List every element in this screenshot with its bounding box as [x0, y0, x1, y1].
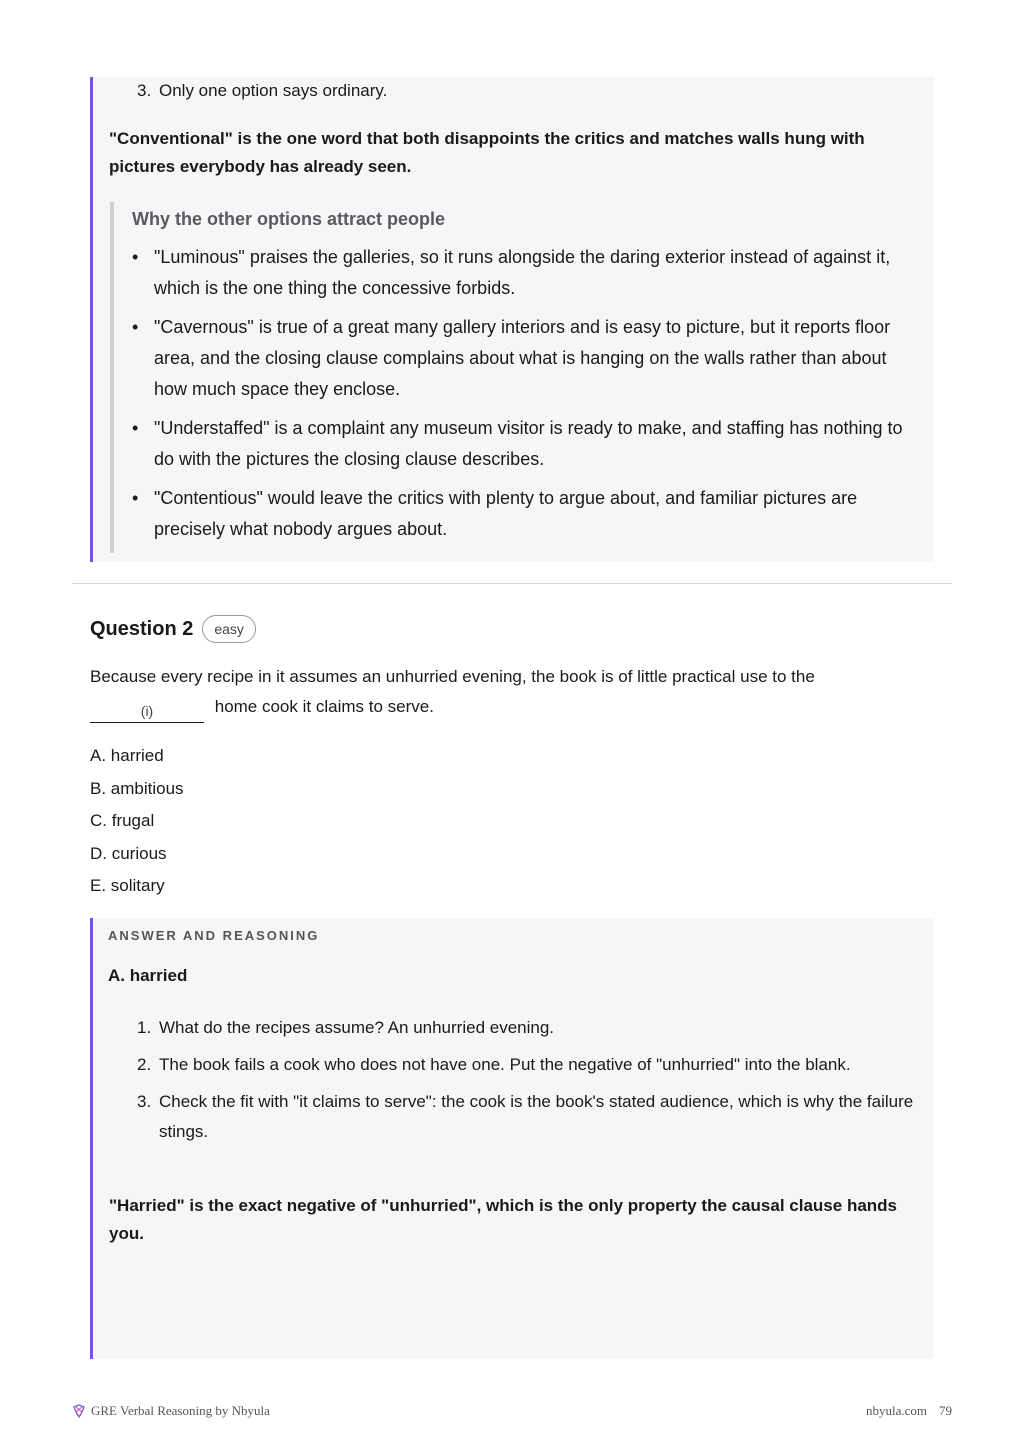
option-e[interactable]: E. solitary: [90, 876, 165, 895]
answer-panel-q1: [90, 77, 934, 562]
answer-conclusion: "Conventional" is the one word that both disappoints the critics and matches walls hung with pictures everybody has already seen.: [109, 129, 865, 176]
book-title: GRE Verbal Reasoning by Nbyula: [91, 1403, 270, 1418]
answer-conclusion: "Harried" is the exact negative of "unhurried", which is the only property the causal clause hands you.: [109, 1196, 898, 1243]
stem-text-before: Because every recipe in it assumes an unhurried evening, the book is of little practical use to the: [90, 667, 815, 686]
reasoning-step: [93, 76, 387, 106]
reasoning-steps: [93, 76, 387, 106]
distractor-item: • "Contentious" would leave the critics with plenty to argue about, and familiar pictures are precisely what nobody argues about.: [132, 483, 915, 545]
option-c[interactable]: C. frugal: [90, 811, 155, 830]
reasoning-step: [93, 1013, 923, 1043]
distractor-heading: Why the other options attract people: [132, 209, 446, 229]
stem-text-after: home cook it claims to serve.: [214, 697, 434, 716]
step-text: The book fails a cook who does not have one. Put the negative of "unhurried" into the blank.: [159, 1055, 851, 1074]
correct-answer: A. harried: [108, 966, 188, 985]
step-number: 1.: [137, 1018, 152, 1037]
distractor-item: • "Cavernous" is true of a great many gallery interiors and is easy to picture, but it reports floor area, and the closing clause complains about what is hanging on the walls rather than about how much space they enclose.: [132, 312, 915, 405]
step-text: Only one option says ordinary.: [159, 81, 388, 100]
section-divider: [72, 583, 952, 584]
question-stem: [90, 662, 920, 723]
reasoning-step: [93, 1050, 923, 1080]
question-header: [90, 615, 256, 643]
question-title: Question 2: [90, 617, 194, 640]
distractor-explanations: [110, 202, 915, 553]
option-d[interactable]: D. curious: [90, 843, 167, 863]
reasoning-steps: [93, 1013, 923, 1154]
distractor-item: • "Luminous" praises the galleries, so it runs alongside the daring exterior instead of against it, which is the one thing the concessive forbids.: [132, 242, 915, 304]
blank-slot[interactable]: (i): [90, 700, 204, 723]
distractor-item: • "Understaffed" is a complaint any museum visitor is ready to make, and staffing has nothing to do with the pictures the closing clause describes.: [132, 413, 915, 475]
nbyula-logo-icon: [72, 1404, 86, 1418]
answer-section-label: ANSWER AND REASONING: [108, 928, 320, 943]
distractor-list: [132, 242, 915, 545]
option-a[interactable]: A. harried: [90, 746, 164, 765]
site-link[interactable]: nbyula.com: [865, 1403, 927, 1418]
step-number: 3.: [137, 81, 152, 100]
option-b[interactable]: B. ambitious: [90, 778, 184, 798]
page-number: 79: [939, 1403, 952, 1418]
answer-panel-q2: [90, 918, 934, 1359]
step-number: 2.: [137, 1055, 152, 1074]
footer-meta: [866, 1403, 952, 1419]
difficulty-badge: easy: [202, 615, 256, 643]
answer-options: [90, 740, 184, 903]
step-text: What do the recipes assume? An unhurried evening.: [159, 1018, 555, 1037]
reasoning-step: [93, 1087, 923, 1147]
step-text: Check the fit with "it claims to serve": the cook is the book's stated audience, which is why the failure stings.: [159, 1092, 914, 1141]
step-number: 3.: [137, 1092, 152, 1111]
footer-book-title: [72, 1403, 270, 1419]
